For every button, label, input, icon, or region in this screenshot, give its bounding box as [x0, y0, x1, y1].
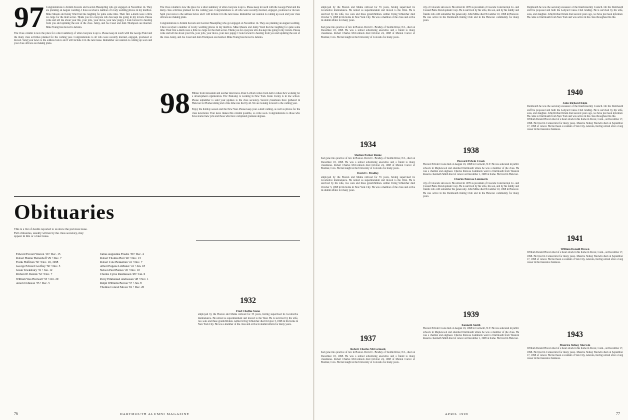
index-entry: Thomas Conrad Moore '61 • Dec. 20 — [100, 284, 145, 289]
obit-name: Shelton Parker Ruske — [354, 153, 382, 157]
index-entry: Nelson Paul Barnes '45 • Dec. 10 — [100, 268, 140, 273]
running-footer-left: DARTMOUTH ALUMNI MAGAZINE — [120, 412, 190, 416]
obit-name: Fred Chaffee Stone — [236, 309, 260, 313]
obit-name: William Donald Brown — [560, 247, 590, 251]
dropcap-98: 98 — [160, 92, 190, 120]
dropcap-97: 97 — [14, 6, 44, 34]
obituaries-intro: This is a list of deaths reported to us since the previous issue. Full obituaries, usually written by the class secretary, may appear in this or a later issue. — [14, 227, 88, 239]
obit-text: Howard Edwin Crook died on August 19, 1998 in Cornwall, N.Y. He was educated in public schools in Maplewood and attended Dartmouth where he was a member of the class. He was a chemist and engineer. Charles Penrose Lummeris went to Dartmouth from Western Reserve. Kenneth Smith died of cancer on December 1, 1998 at home. He lived in Hanover. — [423, 327, 519, 341]
index-entry: George Edward Godfrey '30 • Dec. 3 — [16, 264, 61, 269]
year-1940-heading: 1940 — [567, 88, 583, 97]
class-98-text-2: Enjoy the holiday season and the New Year. Please keep your e-mail coming, as well as photos for the class newsletter. Your news makes this column possible, so write soon. Congratulations to those who have started new jobs and those who have completed graduate degrees. — [192, 108, 300, 119]
obit-text: city of Colorado ski resort. He retired in 1976 as president of Cascade Construction Co. and Crested Butte Development Corp. He is survived by his wife, his son, and by his family and friends who will remember his generosity. John Milne died November 10, 1998 in Hanover. He was active in the Dartmouth Outing Club and in the Hanover community for many years. — [423, 6, 519, 23]
index-entry: Perry Emmanuel Andreasen '48 • Nov. 1 — [100, 276, 149, 281]
obit-text: city of Colorado ski resort. He retired in 1976 as president of Cascade Construction Co. and Crested Butte Development Corp. He is survived by his wife, his son, and by his family and friends who will remember his generosity. John Milne died November 10, 1998 in Hanover. He was active in the Dartmouth Outing Club and in the Hanover community for many years. — [423, 181, 519, 198]
index-entry: Robert Hunter Bettenhoff '29 • Dec. 7 — [16, 256, 62, 261]
running-footer-right: APRIL 1999 — [445, 412, 469, 416]
year-1932-heading: 1932 — [240, 296, 256, 305]
class-97-text: Congratulations to Kristin Kowals and Gordon Hasenpflug who got engaged on November 14. They are planning an August wedding. I have received a number of lovely wedding photos in my mailbox. Mike Mesele and Jenny Ward had me laughing for quite some time. Their first e-mails were a little too large for the mail server. Thank you for everyone who has kept me going in my travels. Please write and tell me about your life, your jobs, your move, your new puppy. I look forward to hearing from you and updating the rest of the class. Jenny, and Joe Casel and Jenn Thompson are married. Mike Young has moved to Atlanta. — [46, 6, 152, 29]
class-97-text-2: The Class column is now the place for a short summary of what everyone is up to. Please keep in touch with the George Fund and the many class activities planned for the coming year. Congratulations to all who were recently married, engaged, promoted or moved. Send your news to the address below and I will include it in the next issue. Remember our reunion is coming up soon and your class officers are making plans. — [14, 32, 152, 46]
index-entry: Ralph Williams Barron '57 • Jan. 8 — [100, 280, 142, 285]
year-1941-heading: 1941 — [567, 234, 583, 243]
obit-name: John Richard Klein — [562, 101, 588, 105]
section-rule — [14, 196, 300, 197]
obit-text: had gone into practice of law in Boston. David C. Bradley of Saddle River, N.J., died on December 18, 1998. He was a retired advertising executive and a friend to many classmates. Robert Charles McCormack died October 24, 1998 of Marion Carver of Boulder, Colo. He had taught at the University of Colorado for many years. — [321, 25, 415, 39]
obituary-index-col1 — [16, 252, 96, 285]
obit-1940 — [527, 100, 623, 230]
column-divider — [196, 240, 300, 241]
obit-name: David C. Bradley — [357, 171, 379, 176]
obit-1934 — [321, 152, 415, 332]
index-entry: Robert Thomas Burt '40 • Dec. 13 — [100, 256, 141, 261]
obit-text: had gone into practice of law in Boston. David C. Bradley of Saddle River, N.J., died on December 18, 1998. He was a retired advertising executive and a friend to many classmates. Robert Charles McCormack died October 24, 1998 of Marion Carver of Boulder, Colo. He had taught at the University of Colorado for many years. — [321, 351, 415, 365]
index-entry: Arnold Johnson '35 • Dec. 5 — [16, 280, 50, 285]
right-col3-top — [527, 6, 623, 86]
folio-right: 77 — [616, 411, 620, 416]
obit-text: Dartmouth he was the secretary-treasurer of the Interfraternity Council. On the Dartmouth staff he proposed and built the Ledyard Canoe Club landing. He is survived by his wife, sons, and daughter. John Richard Klein died several years ago, we have just been informed. He came to Dartmouth from New York and was active in the class throughout his life. — [527, 105, 623, 119]
obit-name: Howard Edwin Crook — [457, 159, 485, 163]
index-entry: Robert Cole Brakeman '41 • Dec. 7 — [100, 260, 143, 265]
obit-1932 — [198, 308, 298, 404]
year-1943-heading: 1943 — [567, 330, 583, 339]
right-col2-top — [423, 6, 519, 144]
obit-text: employed by the Boston and Maine railroad for 35 years, having supervised its locomotive maintenance. He retired as superintendent and moved to the West. He is survived by his wife, two sons and three grandchildren. Arthur Irving Schleicher died October 3, 1998 in his home in New York City. He was a member of the class and active in alumni affairs for many years. — [321, 175, 415, 192]
class-98-text: Blitzer from Jerusalem and teacher interviews. Peter Lofbom writes from Africa where he's working for a development organization. Eric Pianosky is working in New York. Katie Curley is in law school. Please remember to send your updates to the class secretary. Several classmates have gathered in Hanover for Homecoming and a fine time was had by all. We are looking forward to the coming year. — [192, 92, 300, 105]
index-entry: William Wes Hartwell '33 • Oct. 29 — [16, 276, 59, 281]
year-1934-heading: 1934 — [360, 140, 376, 149]
obit-text: Dartmouth he was the secretary-treasurer of the Interfraternity Council. On the Dartmouth staff he proposed and built the Ledyard Canoe Club landing. He is survived by his wife, sons, and daughter. John Richard Klein died several years ago, we have just been informed. He came to Dartmouth from New York and was active in the class throughout his life. — [527, 6, 623, 19]
index-entry: Albert Eugene LaMaster '41 • Jan. 18 — [100, 264, 145, 269]
class-97-continued-text: The Class column is now the place for a short summary of what everyone is up to. Please keep in touch with the George Fund and the many class activities planned for the coming year. Congratulations to all who were recently married, engaged, promoted or moved. Send your news to the address below and I will include it in the next issue. Remember our reunion is coming up soon and your class officers are making plans. — [160, 6, 300, 19]
obit-text: had gone into practice of law in Boston. David C. Bradley of Saddle River, N.J., died on December 18, 1998. He was a retired advertising executive and a friend to many classmates. Robert Charles McCormack died October 24, 1998 of Marion Carver of Boulder, Colo. He had taught at the University of Colorado for many years. — [321, 157, 415, 171]
obit-text: William Donald Brown died of a heart attack in his home in Dover, Conn., on December 17, 1998. He lived in Connecticut for many years. Maurice Sidney Sherwin died on September 17, 1998 of cancer. He had been a resident of Sun City, Arizona, having retired after a long career in the insurance business. — [527, 251, 623, 265]
obit-name: Robert Charles McCormack — [350, 347, 386, 351]
index-entry: James Augustine Fruehs '39 • Dec. 4 — [100, 252, 144, 256]
class-97-continued-text-2: Congratulations to Kristin Kowals and Gordon Hasenpflug who got engaged on November 14. They are planning an August wedding. I have received a number of lovely wedding photos in my mailbox. Mike Mesele and Jenny Ward had me laughing for quite some time. Their first e-mails were a little too large for the mail server. Thank you for everyone who has kept me going in my travels. Please write and tell me about your life, your jobs, your move, your new puppy. I look forward to hearing from you and updating the rest of the class. Jenny, and Joe Casel and Jenn Thompson are married. Mike Young has moved to Atlanta. — [160, 22, 300, 39]
right-page — [315, 0, 628, 420]
class-97-column — [14, 6, 152, 188]
index-entry: Jessie Tewksbury '31 • Jan. 12 — [16, 268, 53, 273]
obituaries-heading: Obituaries — [14, 200, 115, 224]
obit-text: employed by the Boston and Maine railroad for 35 years, having supervised its locomotive maintenance. He retired as superintendent and moved to the West. He is survived by his wife, two sons and three grandchildren. Arthur Irving Schleicher died October 3, 1998 in his home in New York City. He was a member of the class and active in alumni affairs for many years. — [198, 313, 298, 327]
obit-1938 — [423, 158, 519, 308]
obit-1939 — [423, 322, 519, 406]
obit-1943 — [527, 342, 623, 406]
obit-text: employed by the Boston and Maine railroad for 35 years, having supervised its locomotive maintenance. He retired as superintendent and moved to the West. He is survived by his wife, two sons and three grandchildren. Arthur Irving Schleicher died October 3, 1998 in his home in New York City. He was a member of the class and active in alumni affairs for many years. — [321, 6, 415, 23]
class-97-continued — [160, 6, 300, 86]
index-entry: Edward Everett Warren '19 • Dec. 15 — [16, 252, 61, 256]
obituary-index-col2 — [100, 252, 190, 289]
class-98-column — [160, 92, 300, 184]
right-col1-top — [321, 6, 415, 138]
obit-text: William Donald Brown died of a heart attack in his home in Dover, Conn., on December 17, 1998. He lived in Connecticut for many years. Maurice Sidney Sherwin died on September 17, 1998 of cancer. He had been a resident of Sun City, Arizona, having retired after a long career in the insurance business. — [527, 118, 623, 132]
obit-name: Kenneth Smith — [461, 323, 481, 327]
year-1939-heading: 1939 — [463, 310, 479, 319]
obit-name: Maurice Sidney Sherwin — [559, 343, 591, 347]
index-entry: Charles Cyrus Rasmussen '48 • Jan. 6 — [100, 272, 146, 277]
index-entry: Richard P. Dennis '32 • Dec. 7 — [16, 272, 53, 277]
obit-1941 — [527, 246, 623, 326]
year-1938-heading: 1938 — [463, 146, 479, 155]
year-1937-heading: 1937 — [360, 334, 376, 343]
index-entry: Frank Hoffman '30 • Dec. 16, 1998 — [16, 260, 59, 265]
obit-text: William Donald Brown died of a heart attack in his home in Dover, Conn., on December 17, 1998. He lived in Connecticut for many years. Maurice Sidney Sherwin died on September 17, 1998 of cancer. He had been a resident of Sun City, Arizona, having retired after a long career in the insurance business. — [527, 347, 623, 361]
obit-name: Charles Penrose Lummeris — [454, 177, 488, 182]
obit-text: Howard Edwin Crook died on August 19, 1998 in Cornwall, N.Y. He was educated in public schools in Maplewood and attended Dartmouth where he was a member of the class. He was a chemist and engineer. Charles Penrose Lummeris went to Dartmouth from Western Reserve. Kenneth Smith died of cancer on December 1, 1998 at home. He lived in Hanover. — [423, 163, 519, 177]
obit-1937 — [321, 346, 415, 406]
folio-left: 76 — [14, 411, 18, 416]
